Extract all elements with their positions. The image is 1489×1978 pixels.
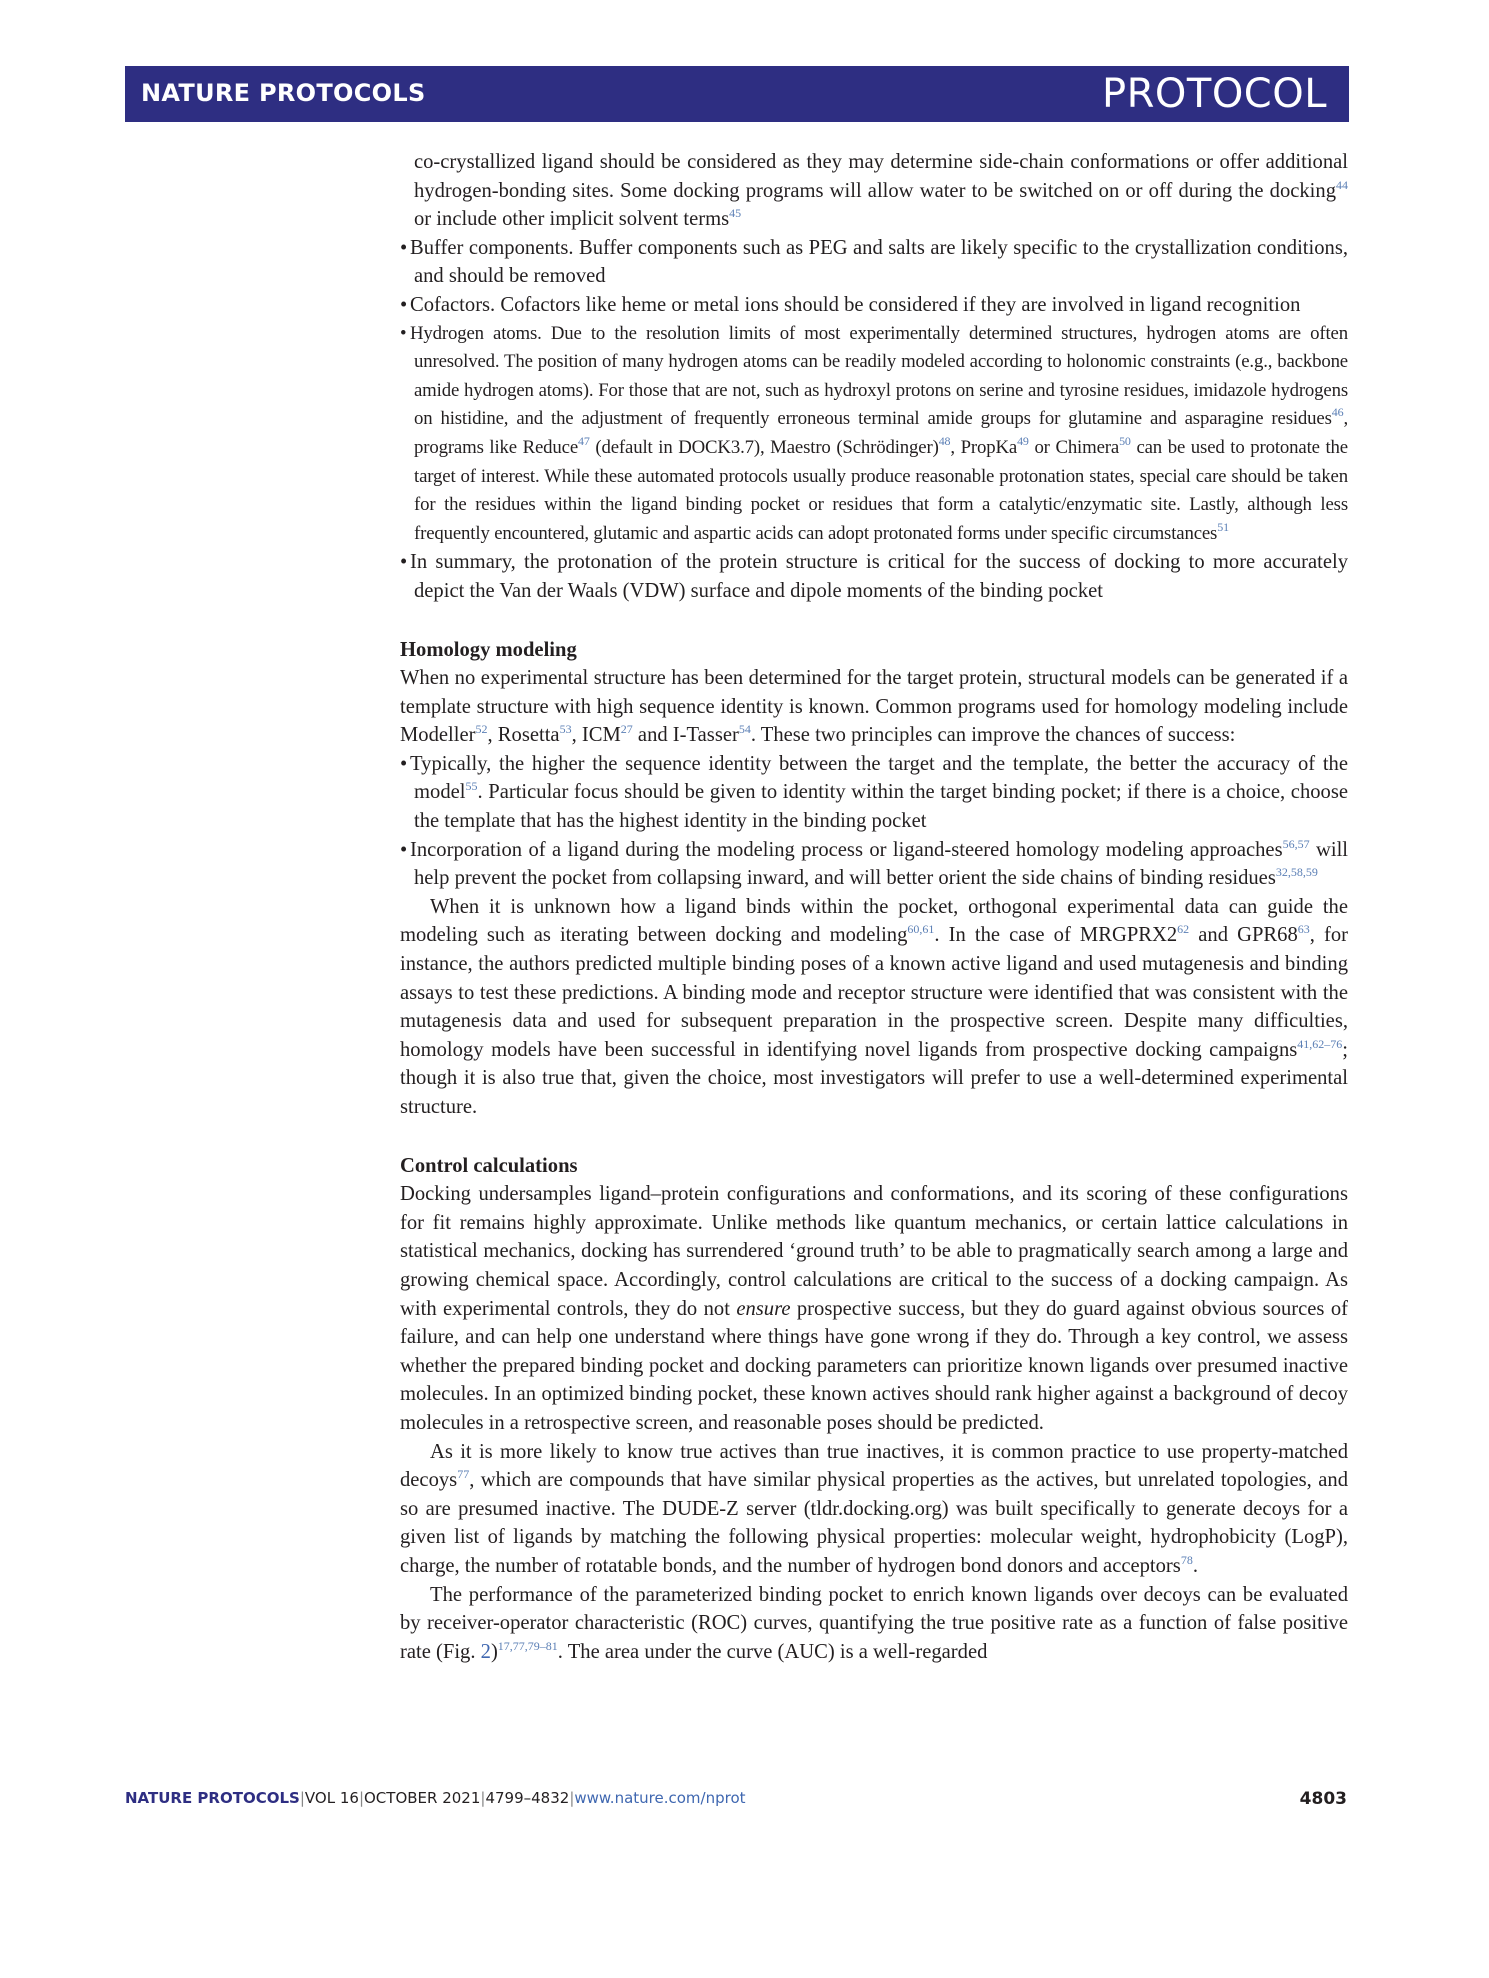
citation[interactable]: 47 <box>578 433 590 448</box>
citation[interactable]: 46 <box>1331 405 1344 420</box>
paragraph-roc: The performance of the parameterized binding pocket to enrich known ligands over decoys can be evaluated by receiver-operator characteristic (ROC) curves, quantifying the true positive rate as a function of false positive rate (Fig. 2)$^{17,77,79-81}$. The area under the curve (AUC) is a well-regarded <box>400 1583 1348 1663</box>
citation[interactable]: 27 <box>620 722 633 737</box>
heading-homology-modeling: Homology modeling <box>400 638 577 661</box>
citation[interactable]: 41,62–76 <box>1297 1036 1343 1051</box>
journal-name: NATURE PROTOCOLS <box>141 79 426 107</box>
citation[interactable]: 62 <box>1177 922 1190 937</box>
citation[interactable]: 32,58,59 <box>1275 865 1318 880</box>
paragraph-control-intro: Docking undersamples ligand–protein configurations and conformations, and its scoring of these configurations for fit remains highly approximate. Unlike methods like quantum mechanics, or certain lattice calculations in statistical mechanics, docking has surrendered ‘ground truth’ to be able to pragmatically search among a large and growing chemical space. Accordingly, control calculations are critical to the success of a docking campaign. As with experimental controls, they do not ensure prospective success, but they do guard against obvious sources of failure, and can help one understand where things have gone wrong if they do. Through a key control, we assess whether the prepared binding pocket and docking parameters can prioritize known ligands over presumed inactive molecules. In an optimized binding pocket, these known actives should rank higher against a background of decoy molecules in a retrospective screen, and reasonable poses should be predicted. <box>400 1183 1348 1434</box>
page-number: 4803 <box>1299 1789 1347 1809</box>
paragraph-homology-intro: When no experimental structure has been determined for the target protein, structural models can be generated if a template structure with high sequence identity is known. Common programs used for homology modeling include Modeller$^{52}$, Rosetta$^{53}$, ICM$^{27}$ and I-Tasser$^{54}$. These two principles can improve the chances of success: <box>400 667 1348 747</box>
citation[interactable]: 44 <box>1336 177 1348 192</box>
citation[interactable]: 63 <box>1297 922 1310 937</box>
footer-pages: 4799–4832 <box>485 1789 570 1807</box>
paragraph-orthogonal-data: When it is unknown how a ligand binds within the pocket, orthogonal experimental data can guide the modeling such as iterating between docking and modeling$^{60,61}$. In the case of $MRGPRX2^{62}$ and $GPR68^{63}$, for instance, the authors predicted multiple binding poses of a known active ligand and used mutagenesis and binding assays to test these predictions. A binding mode and receptor structure were identified that was consistent with the mutagenesis data and used for subsequent preparation in the prospective screen. Despite many difficulties, homology models have been successful in identifying novel ligands from prospective docking campaigns$^{41,62-76}$; though it is also true that, given the choice, most investigators will prefer to use a well-determined experimental structure. <box>400 895 1348 1118</box>
header-bar <box>125 66 1349 122</box>
citation[interactable]: 56,57 <box>1282 836 1310 851</box>
heading-control-calculations: Control calculations <box>400 1154 578 1177</box>
footer-url[interactable]: www.nature.com/nprot <box>574 1789 746 1807</box>
citation[interactable]: 54 <box>738 722 751 737</box>
footer-volume: VOL 16 <box>304 1789 359 1807</box>
paragraph-decoys: As it is more likely to know true actives than true inactives, it is common practice to use property-matched decoys$^{77}$, which are compounds that have similar physical properties as the actives, but unrelated topologies, and so are presumed inactive. The DUDE-Z server (tldr.docking.org) was built specifically to generate decoys for a given list of ligands by matching the following physical properties: molecular weight, hydrophobicity (LogP), charge, the number of rotatable bonds, and the number of hydrogen bond donors and acceptors$^{78}$. <box>400 1440 1348 1577</box>
paragraph-water-continuation: co-crystallized ligand should be considered as they may determine side-chain conformations or offer additional hydrogen-bonding sites. Some docking programs will allow water to be switched on or off during the docking$^{44}$ or include other implicit solvent terms$^{45}$ <box>414 151 1348 231</box>
bullet-cofactors: • Cofactors. Cofactors like heme or metal ions should be considered if they are involved in ligand recognition <box>400 291 1348 320</box>
citation[interactable]: 50 <box>1119 433 1131 448</box>
bullet-hydrogen-atoms: • Hydrogen atoms. Due to the resolution limits of most experimentally determined structures, hydrogen atoms are often unresolved. The position of many hydrogen atoms can be readily modeled according to holonomic constraints (e.g., backbone amide hydrogen atoms). For those that are not, such as hydroxyl protons on serine and tyrosine residues, imidazole hydrogens on histidine, and the adjustment of frequently erroneous terminal amide groups for glutamine and asparagine residues$^{46}$, programs like Reduce$^{47}$ (default in DOCK3.7), Maestro (Schrödinger)$^{48}$, PropKa$^{49}$ or Chimera$^{50}$ can be used to protonate the target of interest. While these automated protocols usually produce reasonable protonation states, special care should be taken for the residues within the ligand binding pocket or residues that form a catalytic/enzymatic site. Lastly, although less frequently encountered, glutamic and aspartic acids can adopt protonated forms under specific circumstances$^{51}$ <box>400 320 1348 549</box>
footer-month: OCTOBER 2021 <box>364 1789 481 1807</box>
footer-journal: NATURE PROTOCOLS <box>125 1789 300 1807</box>
figure-2-link[interactable]: 2 <box>480 1640 491 1663</box>
citation[interactable]: 78 <box>1180 1552 1193 1567</box>
citation[interactable]: 52 <box>475 722 488 737</box>
citation[interactable]: 53 <box>559 722 572 737</box>
bullet-summary: • In summary, the protonation of the protein structure is critical for the success of docking to more accurately depict the Van der Waals (VDW) surface and dipole moments of the binding pocket <box>400 548 1348 605</box>
citation[interactable]: 17,77,79–81 <box>497 1638 558 1653</box>
citation[interactable]: 45 <box>729 206 742 221</box>
citation[interactable]: 51 <box>1217 519 1229 534</box>
bullet-ligand-incorporation: • Incorporation of a ligand during the modeling process or ligand-steered homology modeling approaches$^{56,57}$ will help prevent the pocket from collapsing inward, and will better orient the side chains of binding residues$^{32,58,59}$ <box>400 836 1348 893</box>
citation[interactable]: 49 <box>1017 433 1029 448</box>
citation[interactable]: 55 <box>465 779 478 794</box>
bullet-buffer-components: • Buffer components. Buffer components such as PEG and salts are likely specific to the crystallization conditions, and should be removed <box>400 234 1348 291</box>
citation[interactable]: 48 <box>938 433 951 448</box>
citation[interactable]: 60,61 <box>907 922 935 937</box>
citation[interactable]: 77 <box>457 1467 470 1482</box>
article-type: PROTOCOL <box>1101 71 1327 117</box>
bullet-sequence-identity: • Typically, the higher the sequence identity between the target and the template, the better the accuracy of the model$^{55}$. Particular focus should be given to identity within the target binding pocket; if there is a choice, choose the template that has the highest identity in the binding pocket <box>400 750 1348 836</box>
page-footer: NATURE PROTOCOLS|VOL 16|OCTOBER 2021|4799–4832|www.nature.com/nprot 4803 <box>125 1789 1347 1809</box>
article-body <box>400 148 1348 1666</box>
